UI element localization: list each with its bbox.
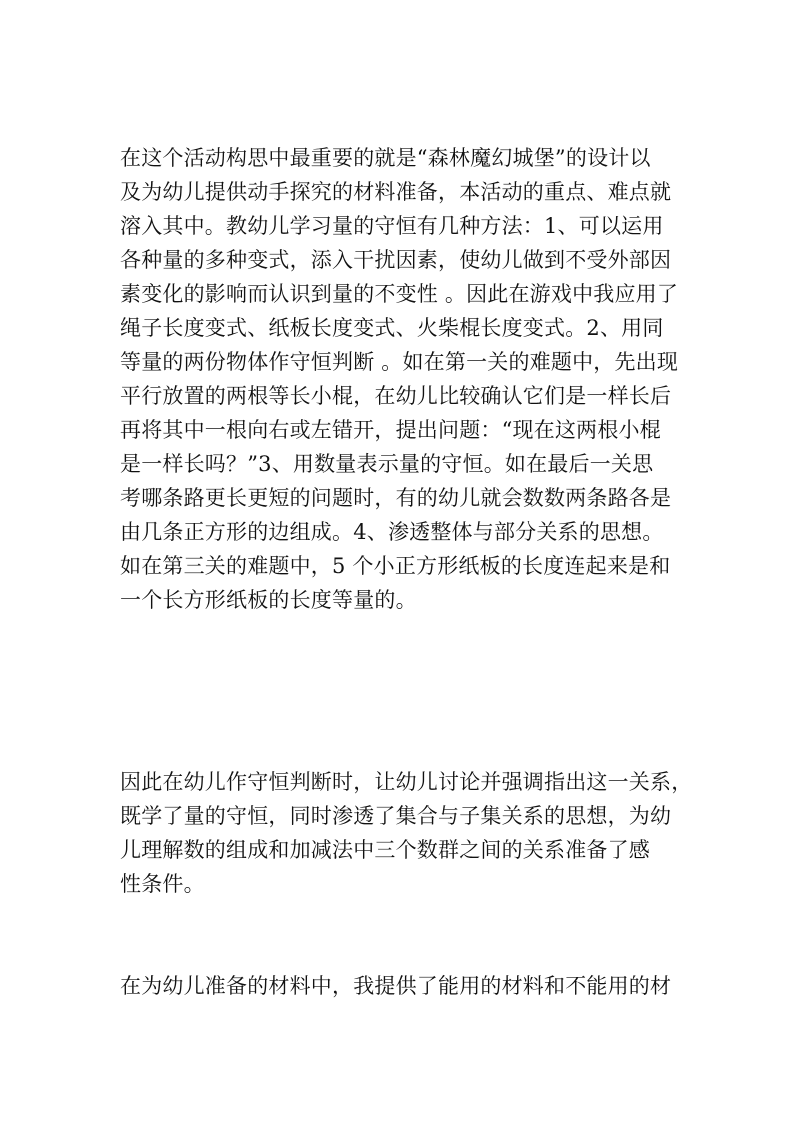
text-line: 溶入其中。教幼儿学习量的守恒有几种方法：1、可以运用 <box>120 214 664 238</box>
text-line: 一个长方形纸板的长度等量的。 <box>120 588 417 612</box>
text-line: 儿理解数的组成和加减法中三个数群之间的关系准备了感 <box>120 838 650 862</box>
text-line: 等量的两份物体作守恒判断 。如在第一关的难题中，先出现 <box>120 350 679 374</box>
text-line: 考哪条路更长更短的问题时，有的幼儿就会数数两条路各是 <box>120 486 672 510</box>
text-line: 如在第三关的难题中，5 个小正方形纸板的长度连起来是和 <box>120 554 671 578</box>
text-line: 在这个活动构思中最重要的就是“森林魔幻城堡”的设计以 <box>120 146 651 170</box>
text-line: 是一样长吗？”3、用数量表示量的守恒。如在最后一关思 <box>120 452 654 476</box>
text-line: 及为幼儿提供动手探究的材料准备，本活动的重点、难点就 <box>120 180 672 204</box>
text-line: 既学了量的守恒，同时渗透了集合与子集关系的思想，为幼 <box>120 804 672 828</box>
paragraph-materials <box>120 969 680 1003</box>
text-line: 再将其中一根向右或左错开，提出问题：“现在这两根小棍 <box>120 418 661 442</box>
text-line: 因此在幼儿作守恒判断时，让幼儿讨论并强调指出这一关系， <box>120 770 693 794</box>
text-line: 绳子长度变式、纸板长度变式、火柴棍长度变式。2、用同 <box>120 316 664 340</box>
text-line: 平行放置的两根等长小棍，在幼儿比较确认它们是一样长后 <box>120 384 672 408</box>
text-line: 素变化的影响而认识到量的不变性 。因此在游戏中我应用了 <box>120 282 679 306</box>
text-line: 性条件。 <box>120 872 205 896</box>
paragraph-activity-design <box>120 141 680 617</box>
text-line: 在为幼儿准备的材料中，我提供了能用的材料和不能用的材 <box>120 974 672 998</box>
text-line: 由几条正方形的边组成。4、渗透整体与部分关系的思想。 <box>120 520 664 544</box>
text-line: 各种量的多种变式，添入干扰因素，使幼儿做到不受外部因 <box>120 248 672 272</box>
paragraph-conservation-judgment <box>120 765 693 901</box>
